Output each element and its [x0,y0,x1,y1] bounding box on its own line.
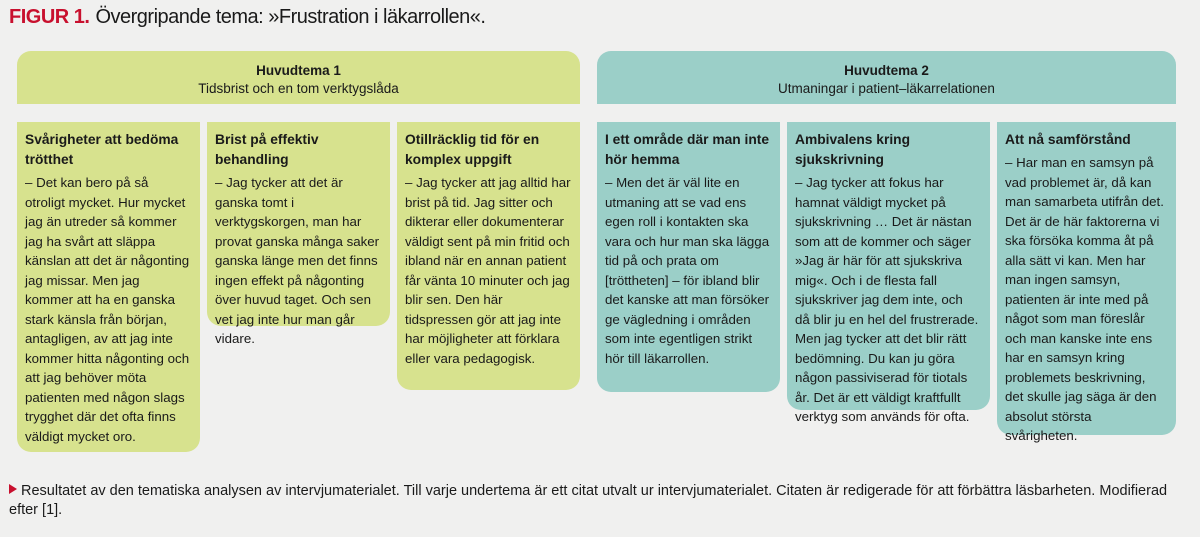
subtheme-quote: – Har man en samsyn på vad problemet är, då kan man samarbeta utifrån det. Det är de här faktorerna vi ska försöka komma åt på alla sätt vi kan. Men har man ingen samsyn, patienten är inte med på något som man föreslår och man kanske inte ens har en samsyn kring problemets beskrivning, det skulle jag säga är den absolut största svårigheten. [1005,155,1164,443]
main-theme-2-subtitle: Utmaningar i patient–läkarrelationen [778,81,995,96]
subtheme-title: Svårigheter att bedöma trötthet [25,132,179,167]
subtheme-card-2-1 [597,122,780,392]
subtheme-card-1-1 [17,122,200,452]
subtheme-title: Ambivalens kring sjukskrivning [795,132,911,167]
subtheme-quote: – Jag tycker att fokus har hamnat väldigt mycket på sjukskrivning … Det är nästan som att de kommer och säger »Jag är här för att sjukskriva mig«. Och i de flesta fall sjukskriver jag dem inte, och då blir ju en hel del frustrerade. Men jag tycker att det blir rätt bedömning. Du kan ju göra någon passiviserad för tiotals år. Det är ett väldigt kraftfullt verktyg som används för ofta. [795,175,979,424]
subtheme-card-2-3 [997,122,1176,443]
subtheme-quote: – Men det är väl lite en utmaning att se vad ens egen roll i kontakten ska vara och hur man ska lägga tid på och prata om [tröttheten] – för ibland blir det kanske att man försöker ge vägledning i områden som inte egentligen strikt hör till läkarrollen. [605,175,770,366]
main-theme-1-title: Huvudtema 1 [256,63,341,78]
main-theme-2-title: Huvudtema 2 [844,63,929,78]
main-theme-2-header [597,51,1176,104]
subtheme-card-2-2 [787,122,990,424]
subtheme-quote: – Det kan bero på så otroligt mycket. Hur mycket jag än utreder så kommer jag ha svårt att släppa känslan att det är någonting jag missar. Men jag kommer att ha en ganska stark känsla från början, antagligen, av att jag inte kommer hitta någonting och att jag behöver möta patienten med någon slags trygghet där det ofta finns väldigt mycket oro. [25,175,190,444]
subtheme-card-1-3 [397,122,580,390]
figure-label: FIGUR 1. [9,6,90,28]
figure-title [9,5,485,29]
triangle-bullet-icon [9,484,17,494]
main-theme-1-header [17,51,580,104]
subtheme-title: Brist på effektiv behandling [215,132,319,167]
subtheme-card-1-2 [207,122,390,346]
caption-text: Resultatet av den tematiska analysen av intervjumaterialet. Till varje undertema är ett citat utvalt ur intervjumaterialet. Citaten är redigerade för att förbättra läsbarheten. Modifierad efter [1]. [9,483,1168,518]
figure-title-text: Övergripande tema: »Frustration i läkarrollen«. [95,6,486,28]
subtheme-title: I ett område där man inte hör hemma [605,132,770,167]
subtheme-quote: – Jag tycker att jag alltid har brist på tid. Jag sitter och dikterar eller dokumenterar väldigt sent på min fritid och ibland när en annan patient får vänta 10 minuter och jag blir sen. Den här tidspressen gör att jag inte har möjligheter att förklara eller vara pedagogisk. [405,175,571,366]
subtheme-title: Otillräcklig tid för en komplex uppgift [405,132,540,167]
subtheme-title: Att nå samförstånd [1005,132,1131,147]
main-theme-1-subtitle: Tidsbrist och en tom verktygslåda [198,81,399,96]
subtheme-quote: – Jag tycker att det är ganska tomt i verktygskorgen, man har provat ganska många saker ganska länge men det finns ingen effekt på någonting över huvud taget. Och sen vet jag inte hur man går vidare. [215,175,380,346]
figure-caption [9,482,1189,520]
